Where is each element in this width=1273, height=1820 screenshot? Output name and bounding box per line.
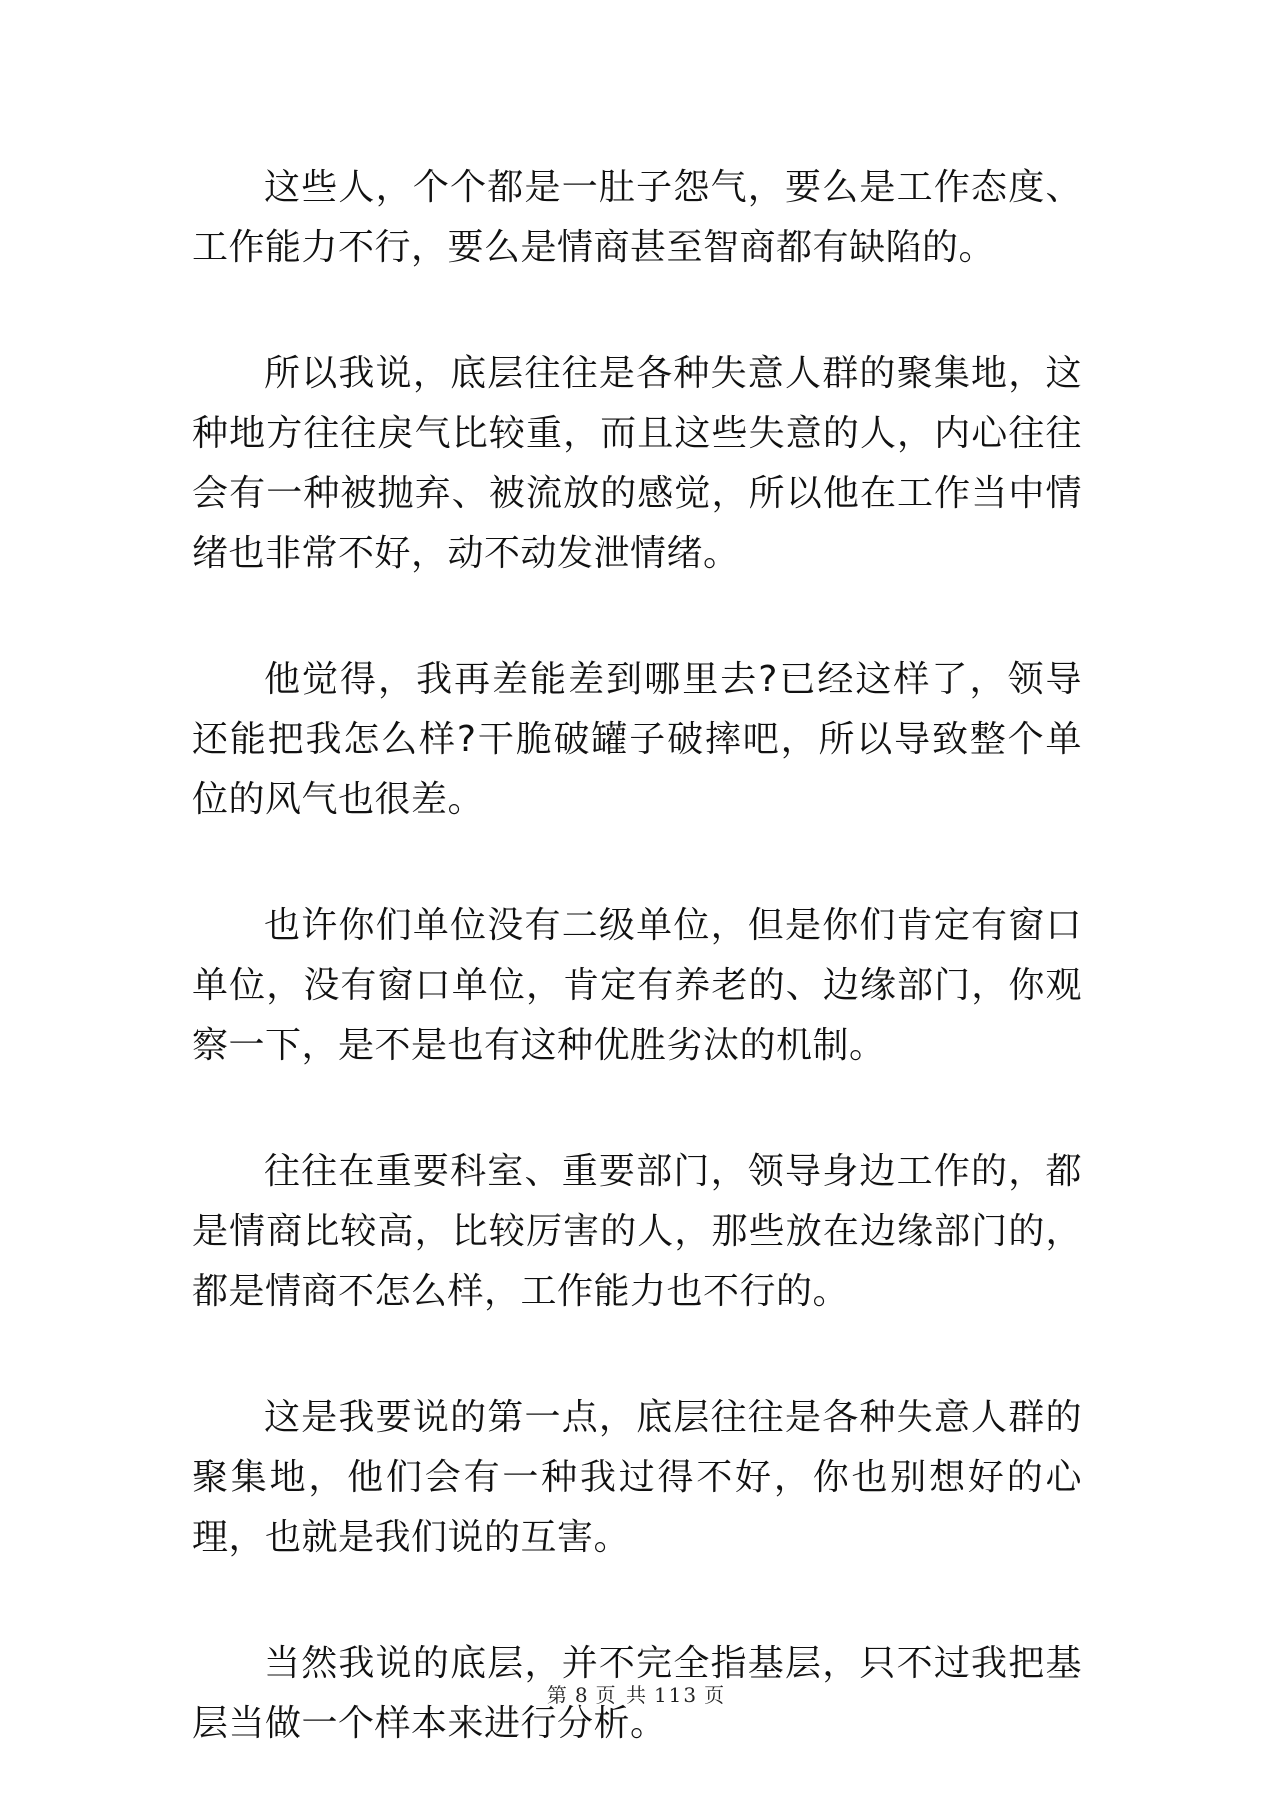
paragraph-1: 这些人，个个都是一肚子怨气，要么是工作态度、工作能力不行，要么是情商甚至智商都有缺陷的。: [192, 167, 1082, 268]
paragraph-6: 这是我要说的第一点，底层往往是各种失意人群的聚集地，他们会有一种我过得不好，你也别想好的心理，也就是我们说的互害。: [192, 1397, 1082, 1558]
paragraph-2: 所以我说，底层往往是各种失意人群的聚集地，这种地方往往戾气比较重，而且这些失意的人，内心往往会有一种被抛弃、被流放的感觉，所以他在工作当中情绪也非常不好，动不动发泄情绪。: [192, 353, 1082, 574]
footer-middle: 页 共: [595, 1683, 648, 1707]
paragraph-7: 当然我说的底层，并不完全指基层，只不过我把基层当做一个样本来进行分析。: [192, 1643, 1082, 1744]
document-body: [192, 158, 1082, 1820]
paragraph-4: 也许你们单位没有二级单位，但是你们肯定有窗口单位，没有窗口单位，肯定有养老的、边缘部门，你观察一下，是不是也有这种优胜劣汰的机制。: [192, 905, 1082, 1066]
footer-prefix: 第: [546, 1683, 569, 1707]
paragraph-5: 往往在重要科室、重要部门，领导身边工作的，都是情商比较高，比较厉害的人，那些放在边缘部门的，都是情商不怎么样，工作能力也不行的。: [192, 1151, 1082, 1312]
footer-page-number: 8: [574, 1683, 590, 1707]
footer-suffix: 页: [704, 1683, 727, 1707]
paragraph-3: 他觉得，我再差能差到哪里去?已经这样了，领导还能把我怎么样?干脆破罐子破摔吧，所以导致整个单位的风气也很差。: [192, 659, 1082, 820]
page-footer: [0, 1679, 1273, 1708]
footer-total-pages: 113: [653, 1683, 699, 1707]
